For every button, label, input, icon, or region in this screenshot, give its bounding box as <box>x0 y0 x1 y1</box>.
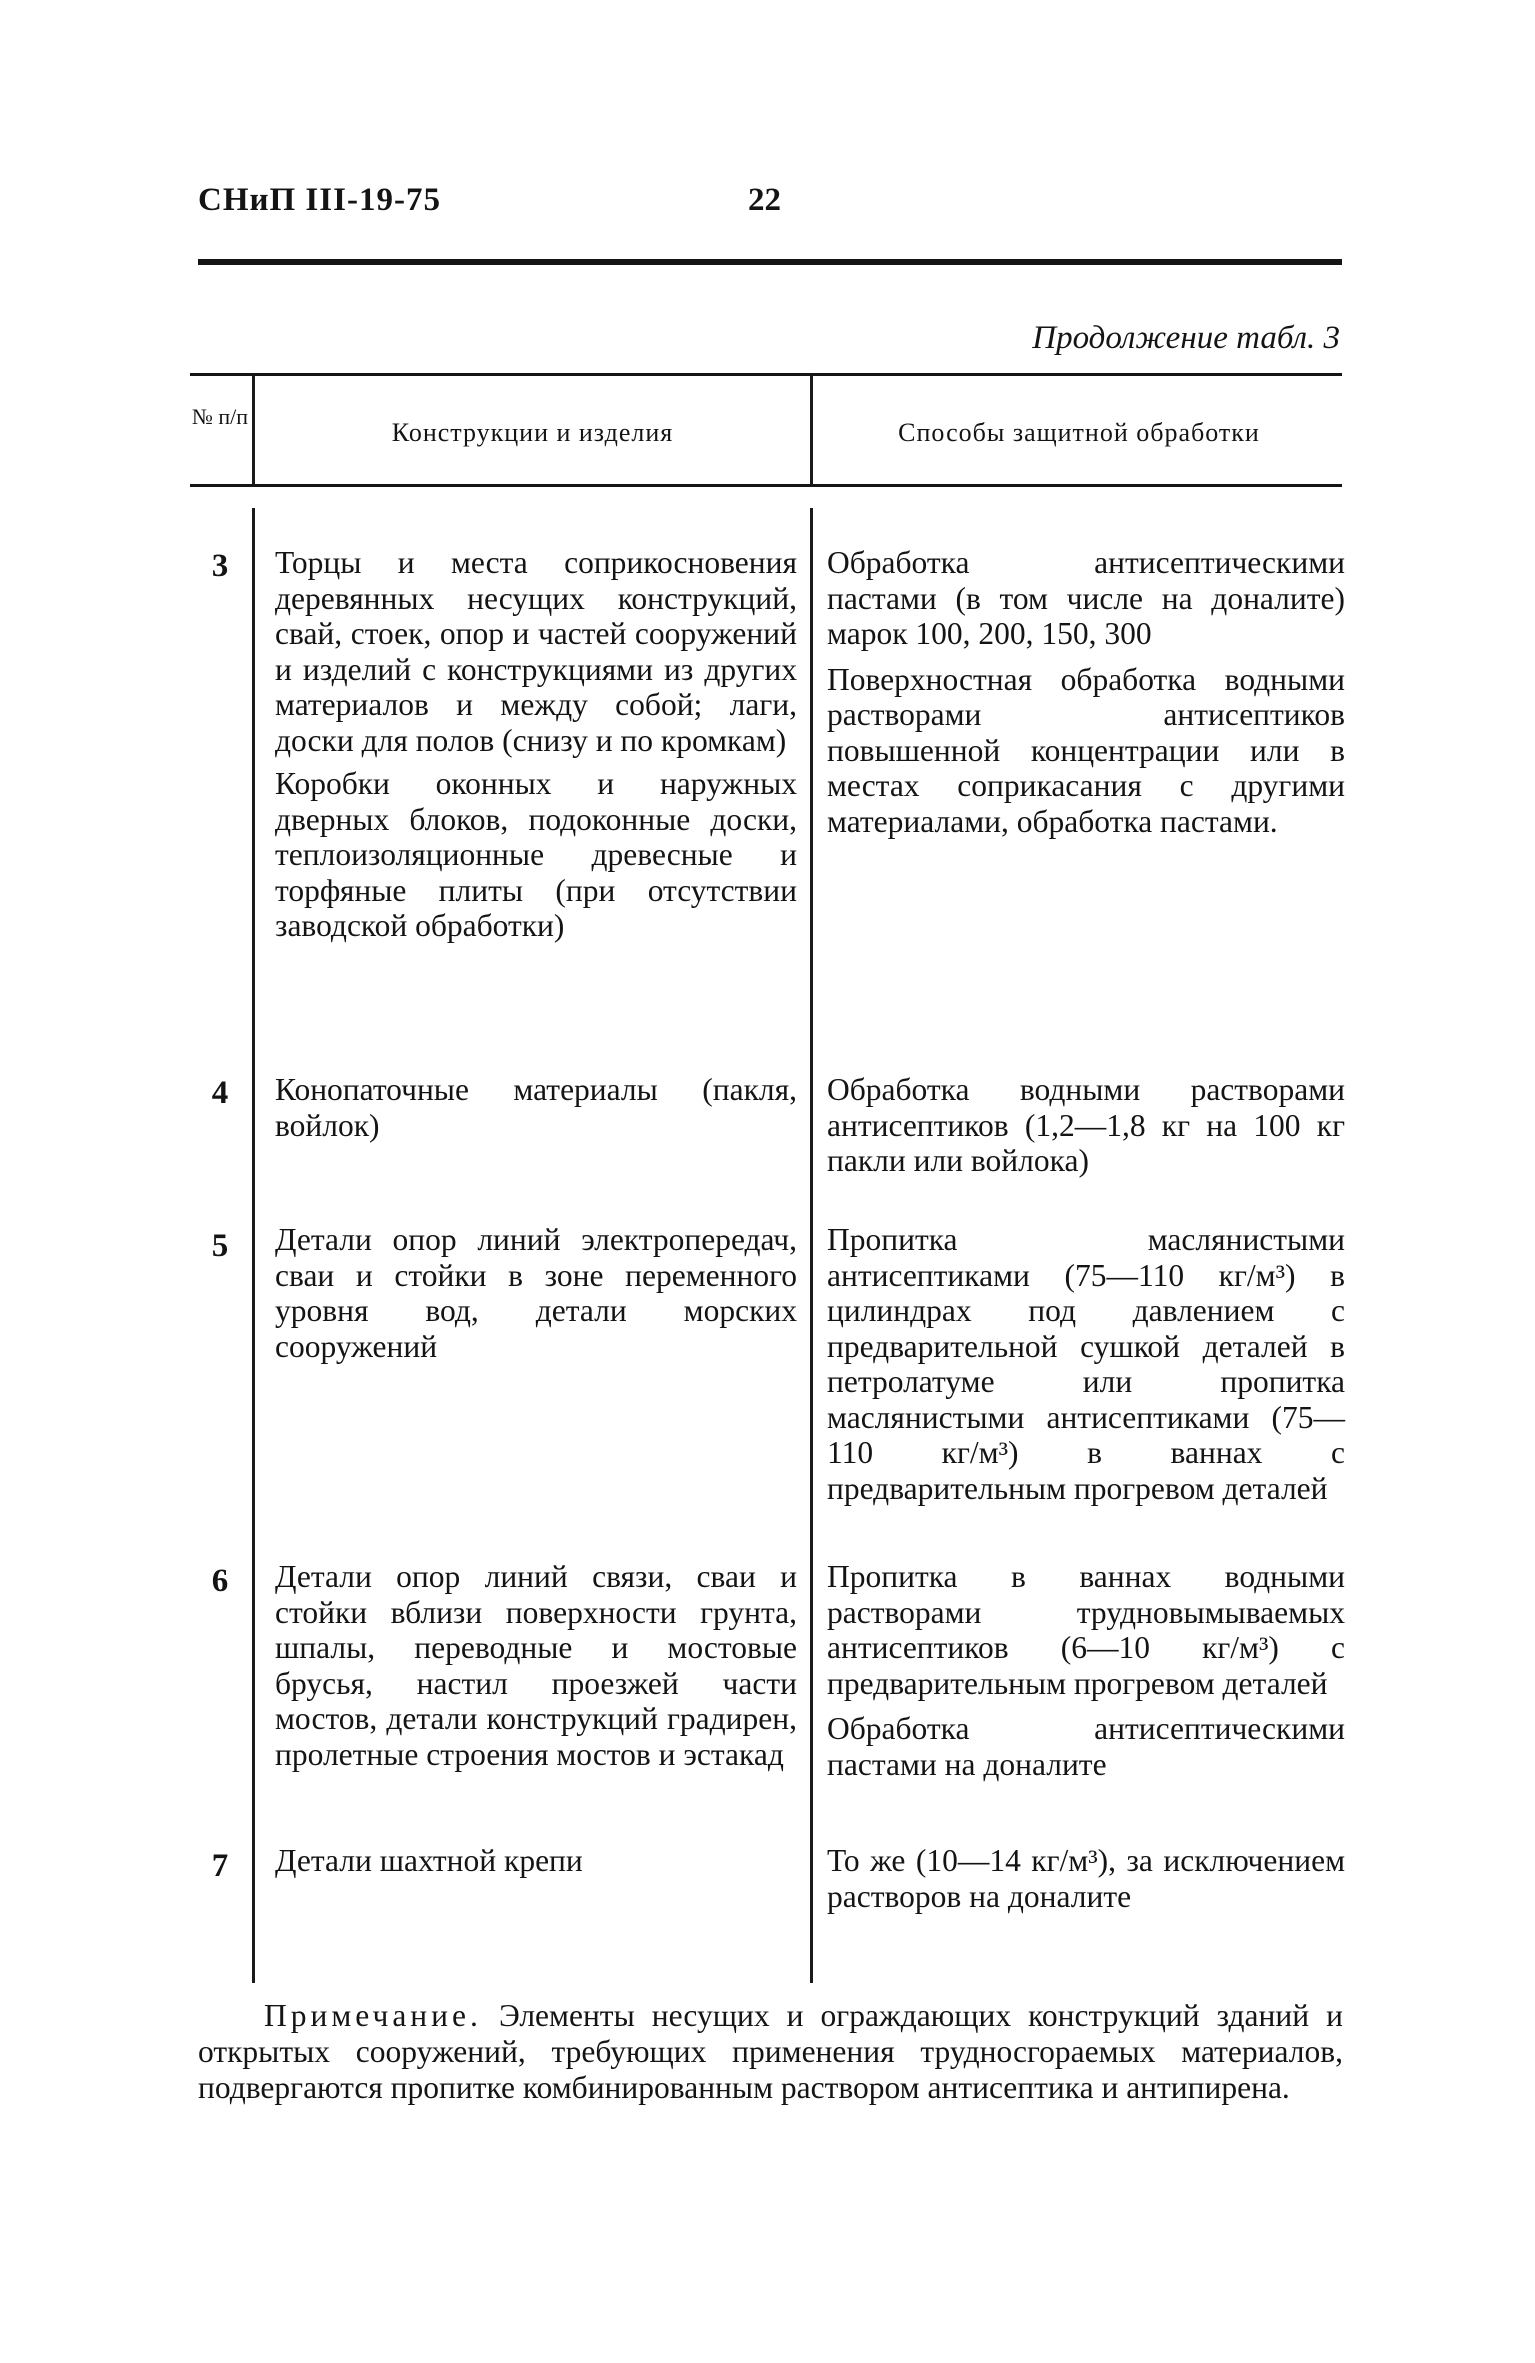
construction-cell <box>275 1222 797 1364</box>
construction-cell <box>275 1072 797 1143</box>
row-number: 5 <box>211 1228 229 1264</box>
column-divider-1 <box>252 508 255 1983</box>
footnote-text: Элементы несущих и ограждающих конструкций зданий и открытых сооружений, требующих применения трудносгораемых материалов, подвергаются пропитке комбинированным раствором антисептика и антипирена. <box>198 1998 1344 2105</box>
table-continuation-caption: Продолжение табл. 3 <box>1032 320 1340 356</box>
column-header-method: Способы защитной обработки <box>898 418 1260 447</box>
construction-text: Конопаточные материалы (пакля, войлок) <box>275 1072 797 1143</box>
construction-text: Детали опор линий электропередач, сваи и стойки в зоне переменного уровня вод, детали морских сооружений <box>275 1222 797 1364</box>
construction-cell <box>275 1843 797 1879</box>
column-divider-2 <box>810 508 813 1983</box>
table-top-rule <box>190 373 1342 376</box>
construction-cell <box>275 1559 797 1772</box>
row-number: 3 <box>211 548 229 584</box>
construction-text: Детали опор линий связи, сваи и стойки вблизи поверхности грунта, шпалы, переводные и мостовые брусья, настил проезжей части мостов, детали конструкций градирен, пролетные строения мостов и эстакад <box>275 1559 797 1772</box>
table-header-rule <box>190 484 1342 487</box>
column-header-number: № п/п <box>191 404 249 429</box>
method-text: Обработка антисептическими пастами (в том числе на доналите) марок 100, 200, 150, 300 <box>827 545 1345 651</box>
row-number: 4 <box>211 1075 229 1111</box>
row-number: 7 <box>211 1848 229 1884</box>
method-text: Обработка водными растворами антисептиков (1,2—1,8 кг на 100 кг пакли или войлока) <box>827 1072 1345 1178</box>
header-rule <box>198 259 1342 265</box>
construction-cell <box>275 545 797 944</box>
table-footnote <box>198 1998 1343 2106</box>
method-cell <box>827 1222 1345 1506</box>
method-text: Обработка антисептическими пастами на доналите <box>827 1711 1345 1782</box>
method-cell <box>827 1843 1345 1914</box>
document-code: СНиП III-19-75 <box>198 182 441 218</box>
method-cell <box>827 545 1345 839</box>
method-text: Поверхностная обработка водными растворами антисептиков повышенной концентрации или в местах соприкасания с другими материалами, обработка пастами. <box>827 661 1345 839</box>
method-text: Пропитка маслянистыми антисептиками (75—110 кг/м³) в цилиндрах под давлением с предварительной сушкой деталей в петролатуме или пропитка маслянистыми антисептиками (75—110 кг/м³) в ваннах с предварительным прогревом деталей <box>827 1222 1345 1506</box>
method-text: Пропитка в ваннах водными растворами трудновымываемых антисептиков (6—10 кг/м³) с предварительным прогревом деталей <box>827 1559 1345 1701</box>
column-header-construction: Конструкции и изделия <box>391 418 674 447</box>
method-text: То же (10—14 кг/м³), за исключением растворов на доналите <box>827 1843 1345 1914</box>
construction-text: Торцы и места соприкосновения деревянных несущих конструкций, свай, стоек, опор и частей сооружений и изделий с конструкциями из других материалов и между собой; лаги, доски для полов (снизу и по кромкам) <box>275 545 797 758</box>
method-cell <box>827 1072 1345 1179</box>
page-number: 22 <box>748 182 781 218</box>
method-cell <box>827 1559 1345 1782</box>
row-number: 6 <box>211 1563 229 1599</box>
construction-text: Коробки оконных и наружных дверных блоков, подоконные доски, теплоизоляционные древесные и торфяные плиты (при отсутствии заводской обработки) <box>275 766 797 943</box>
construction-text: Детали шахтной крепи <box>275 1843 583 1878</box>
footnote-label: Примечание. <box>264 1998 482 2033</box>
